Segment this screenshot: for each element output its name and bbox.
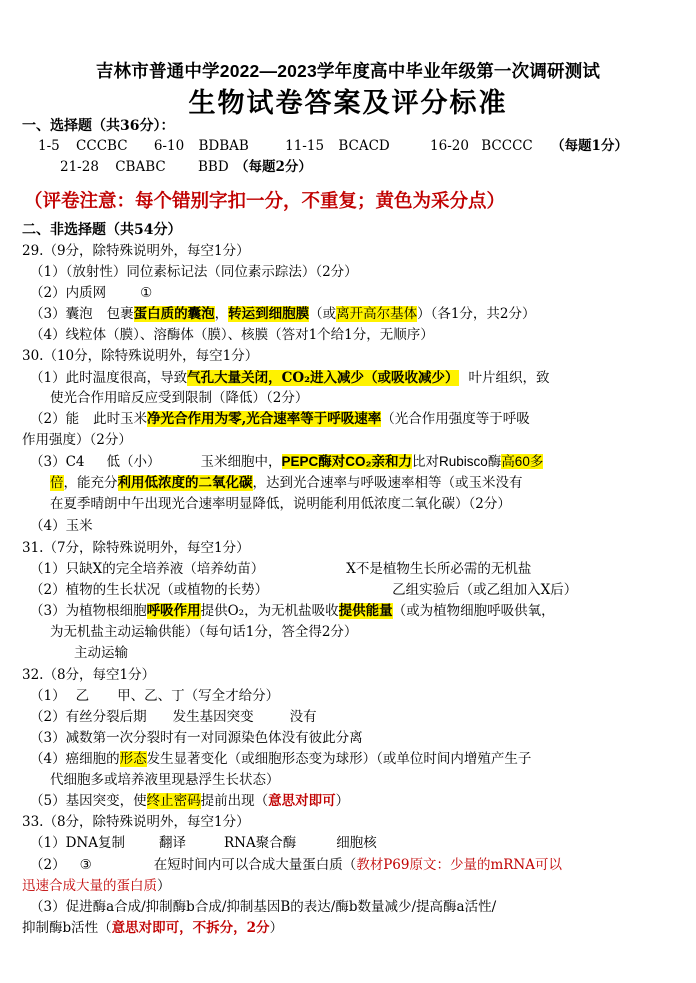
answers-1-5: CCCBC xyxy=(76,138,128,154)
q32-a1-part-c: 甲、乙、丁（写全才给分） xyxy=(117,688,280,704)
q31-a2-part-b: 乙组实验后（或乙组加入X后） xyxy=(392,582,578,598)
q32-a5-part-c: 提前出现（ xyxy=(200,793,269,809)
q30-a3-part-c: 玉米细胞中， xyxy=(200,454,282,470)
q33-a1-part-a: （1）DNA复制 xyxy=(30,835,125,851)
answers-26-28: BBD xyxy=(198,159,229,175)
q30-a3-highlight-1: PEPC酶对CO₂亲和力 xyxy=(281,454,413,469)
q31-a3-part-c: 提供O₂，为无机盐吸收 xyxy=(200,603,339,619)
choice-answers-row-2 xyxy=(60,157,312,177)
q31-answer-1 xyxy=(30,559,531,579)
q32-a4-part-c: 发生显著变化（或细胞形态变为球形）（或单位时间内增殖产生子 xyxy=(146,751,532,767)
q32-a2-part-a: （2）有丝分裂后期 xyxy=(30,709,147,725)
q32-a5-red-note: 意思对即可 xyxy=(268,793,336,809)
q30-answer-1-cont: 使光合作用暗反应受到限制（降低）（2分） xyxy=(50,390,309,406)
q30-a2-part-b: 此时玉米 xyxy=(93,411,148,427)
grading-notice: （评卷注意：每个错别字扣一分，不重复；黄色为采分点） xyxy=(24,191,506,212)
range-21-28: 21-28 xyxy=(60,159,99,175)
q32-answer-4 xyxy=(30,749,531,769)
q29-a3-part-f: （或 xyxy=(309,306,337,322)
q33-answer-1 xyxy=(30,833,377,853)
q32-answer-3: （3）减数第一次分裂时有一对同源染色体没有彼此分离 xyxy=(30,730,363,746)
q30-a3-highlight-3: 倍 xyxy=(50,475,64,491)
q31-a1-part-b: X不是植物生长所必需的无机盐 xyxy=(346,561,532,577)
q30-answer-3 xyxy=(30,452,543,472)
q32-a1-part-b: 乙 xyxy=(75,688,90,704)
q33-answer-3-cont xyxy=(22,918,283,938)
range-16-20: 16-20 xyxy=(430,138,469,154)
q31-a2-part-a: （2）植物的生长状况（或植物的长势） xyxy=(30,582,269,598)
q32-a2-part-b: 发生基因突变 xyxy=(172,709,254,725)
q31-a3-part-a: （3）为植物根细胞 xyxy=(30,603,147,619)
score-note-2pt: （每题2分） xyxy=(234,159,312,175)
q33-answer-3: （3）促进酶a合成/抑制酶b合成/抑制基因B的表达/酶b数量减少/提高酶a活性/ xyxy=(30,899,497,915)
q30-answer-3-cont-1 xyxy=(50,473,523,493)
q29-a3-highlight-1: 蛋白质的囊泡 xyxy=(133,306,215,322)
q29-a3-comma: ， xyxy=(214,306,229,322)
q33-a2-part-c: 在短时间内可以合成大量蛋白质（ xyxy=(153,857,357,873)
q30-answer-3-cont-2: 在夏季晴朗中午出现光合速率明显降低，说明能利用低浓度二氧化碳）（2分） xyxy=(50,496,511,512)
q29-answer-3 xyxy=(30,304,536,324)
q30-a3-highlight-4: 利用低浓度的二氧化碳 xyxy=(117,475,253,491)
section-1-heading: 一、选择题（共36分）： xyxy=(22,118,175,134)
q33-a3-close: ） xyxy=(269,920,284,936)
score-note-1pt: （每题1分） xyxy=(551,138,628,154)
q29-answer-1: （1）（放射性）同位素标记法（同位素示踪法）（2分） xyxy=(30,264,358,280)
q29-a3-part-h: ）（各1分，共2分） xyxy=(417,306,536,322)
q32-a4-part-a: （4）癌细胞的 xyxy=(30,751,120,767)
q32-a5-part-e: ） xyxy=(335,793,350,809)
q32-a2-part-c: 没有 xyxy=(289,709,317,725)
q29-a3-highlight-2: 转运到细胞膜 xyxy=(228,306,310,322)
q30-a3-part-h: ，能充分 xyxy=(63,475,118,491)
q32-a5-part-a: （5）基因突变，使 xyxy=(30,793,147,809)
q30-a1-highlight: 气孔大量关闭，CO₂进入减少（或吸收减少） xyxy=(187,370,459,386)
q33-answer-2-cont xyxy=(22,876,171,896)
q29-a2-text: （2）内质网 xyxy=(30,285,107,301)
q32-answer-2 xyxy=(30,707,317,727)
answers-11-15: BCACD xyxy=(338,138,390,154)
q32-a1-part-a: （1） xyxy=(30,688,66,704)
q29-a2-marker: ① xyxy=(140,285,153,301)
q33-a2-marker: ③ xyxy=(79,857,92,873)
q29-a3-part-a: （3）囊泡 xyxy=(30,306,93,322)
q30-a1-part-c: 叶片组织，致 xyxy=(468,370,550,386)
q30-a2-highlight: 净光合作用为零,光合速率等于呼吸速率 xyxy=(147,411,382,427)
choice-answers-row-1 xyxy=(38,136,628,156)
q31-answer-2 xyxy=(30,580,577,600)
q33-a3-red-note: 意思对即可，不拆分，2分 xyxy=(111,920,270,936)
answers-21-25: CBABC xyxy=(115,159,166,175)
q33-a3-part-b: 抑制酶b活性（ xyxy=(22,920,112,936)
q30-a3-part-b: 低（小） xyxy=(106,454,161,470)
range-1-5: 1-5 xyxy=(38,138,60,154)
q31-answer-3-cont: 为无机盐主动运输供能）（每句话1分，答全得2分） xyxy=(50,624,358,640)
q33-a1-part-b: 翻译 xyxy=(158,835,186,851)
q31-a3-highlight-1: 呼吸作用 xyxy=(146,603,201,619)
q32-a5-highlight: 终止密码 xyxy=(146,793,201,809)
q31-a3-highlight-2: 提供能量 xyxy=(338,603,393,619)
q30-a2-part-d: （光合作用强度等于呼吸 xyxy=(381,411,530,427)
q31-answer-4: 主动运输 xyxy=(74,645,128,661)
q30-a3-highlight-2: 高60多 xyxy=(501,454,544,469)
q33-heading: 33.（8分，除特殊说明外，每空1分） xyxy=(22,814,250,830)
q30-answer-4: （4）玉米 xyxy=(30,518,93,534)
q31-heading: 31.（7分，除特殊说明外，每空1分） xyxy=(22,540,250,556)
answers-6-10: BDBAB xyxy=(198,138,249,154)
q30-a2-part-a: （2）能 xyxy=(30,411,80,427)
range-11-15: 11-15 xyxy=(285,138,325,154)
q33-answer-2 xyxy=(30,855,562,875)
q33-a2-red-note-cont: 迅速合成大量的蛋白质 xyxy=(22,878,157,894)
section-2-heading: 二、非选择题（共54分） xyxy=(22,222,182,238)
q33-a1-part-d: 细胞核 xyxy=(336,835,377,851)
q31-answer-3 xyxy=(30,601,555,621)
q29-answer-2 xyxy=(30,283,152,303)
q30-a1-part-a: （1）此时温度很高，导致 xyxy=(30,370,188,386)
q30-a3-part-a: （3）C4 xyxy=(30,454,85,470)
q29-heading: 29.（9分，除特殊说明外，每空1分） xyxy=(22,243,250,259)
q33-a2-red-note: 教材P69原文：少量的mRNA可以 xyxy=(356,857,562,873)
q33-a2-close: ） xyxy=(157,878,171,894)
q30-answer-1 xyxy=(30,368,550,388)
q30-a3-part-e: 比对Rubisco酶 xyxy=(412,454,502,469)
q29-answer-4: （4）线粒体（膜）、溶酶体（膜）、核膜（答对1个给1分，无顺序） xyxy=(30,327,434,343)
q32-a4-highlight: 形态 xyxy=(119,751,147,767)
q29-a3-part-b: 包裹 xyxy=(106,306,134,322)
q30-answer-2-cont: 作用强度）（2分） xyxy=(22,432,132,448)
q33-a1-part-c: RNA聚合酶 xyxy=(223,835,297,851)
q32-answer-1 xyxy=(30,686,279,706)
q33-a2-part-a: （2） xyxy=(30,857,66,873)
answers-16-20: BCCCC xyxy=(481,138,533,154)
q32-heading: 32.（8分，每空1分） xyxy=(22,667,156,683)
q31-a3-part-e: （或为植物细胞呼吸供氧， xyxy=(392,603,555,619)
range-6-10: 6-10 xyxy=(153,138,185,154)
q32-answer-4-cont: 代细胞多或培养液里现悬浮生长状态） xyxy=(50,772,280,788)
q30-a3-part-j: ，达到光合速率与呼吸速率相等（或玉米没有 xyxy=(252,475,523,491)
q31-a1-part-a: （1）只缺X的完全培养液（培养幼苗） xyxy=(30,561,265,577)
q32-answer-5 xyxy=(30,791,349,811)
exam-title: 吉林市普通中学2022—2023学年度高中毕业年级第一次调研测试 xyxy=(95,61,601,81)
q30-heading: 30.（10分，除特殊说明外，每空1分） xyxy=(22,348,259,364)
q29-a3-highlight-3: 离开高尔基体 xyxy=(336,306,418,322)
document-subtitle: 生物试卷答案及评分标准 xyxy=(188,88,508,119)
q30-answer-2 xyxy=(30,409,530,429)
